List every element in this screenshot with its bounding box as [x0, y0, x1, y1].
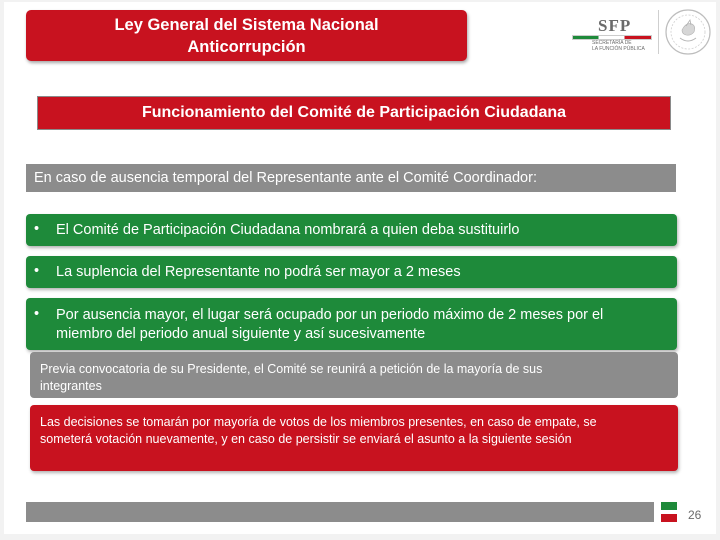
convocation-note-line-1: Previa convocatoria de su Presidente, el Comité se reunirá a petición de la mayoría de sus — [40, 362, 543, 376]
section-title: Funcionamiento del Comité de Participación Ciudadana — [38, 97, 670, 129]
bullet-text-line-1: Por ausencia mayor, el lugar será ocupado por un periodo máximo de 2 meses por el — [56, 307, 604, 323]
footer-bar — [26, 502, 654, 522]
bullet-marker: • — [34, 263, 40, 279]
convocation-note — [30, 352, 678, 398]
bullet-box-1 — [26, 214, 677, 246]
absence-header: En caso de ausencia temporal del Representante ante el Comité Coordinador: — [26, 164, 676, 192]
title-box — [26, 10, 467, 61]
sfp-logo-text: SFP — [598, 16, 632, 35]
bullet-row — [34, 306, 669, 344]
logo-divider — [658, 10, 659, 54]
decisions-note-line-2: someterá votación nuevamente, y en caso de persistir se enviará el asunto a la siguiente sesión — [40, 432, 572, 446]
flag-green-stripe — [661, 502, 677, 510]
bullet-box-2 — [26, 256, 677, 288]
title-line-2: Anticorrupción — [187, 37, 306, 56]
bullet-marker: • — [34, 221, 40, 237]
bullet-marker: • — [34, 306, 40, 322]
bullet-box-3 — [26, 298, 677, 350]
bullet-row — [34, 263, 669, 282]
sfp-logo-subtitle — [592, 40, 645, 52]
decisions-note-line-1: Las decisiones se tomarán por mayoría de votos de los miembros presentes, en caso de empate, se — [40, 415, 597, 429]
bullet-text: La suplencia del Representante no podrá ser mayor a 2 meses — [56, 264, 461, 280]
decisions-note — [30, 405, 678, 471]
title-line-1: Ley General del Sistema Nacional — [114, 15, 379, 34]
flag-mark-icon — [661, 502, 677, 522]
bullet-text: El Comité de Participación Ciudadana nombrará a quien deba sustituirlo — [56, 222, 520, 238]
bullet-text-line-2: miembro del periodo anual siguiente y así sucesivamente — [56, 326, 426, 342]
sfp-logo-subtitle-line-2: LA FUNCIÓN PÚBLICA — [592, 46, 645, 52]
sfp-logo-subtitle-line-1: SECRETARÍA DE — [592, 40, 632, 46]
bullet-text — [56, 306, 603, 344]
flag-red-stripe — [661, 514, 677, 522]
page-number: 26 — [688, 508, 702, 522]
mexico-coat-of-arms-icon — [664, 8, 712, 56]
bullet-row — [34, 221, 669, 240]
convocation-note-line-2: integrantes — [40, 379, 102, 393]
